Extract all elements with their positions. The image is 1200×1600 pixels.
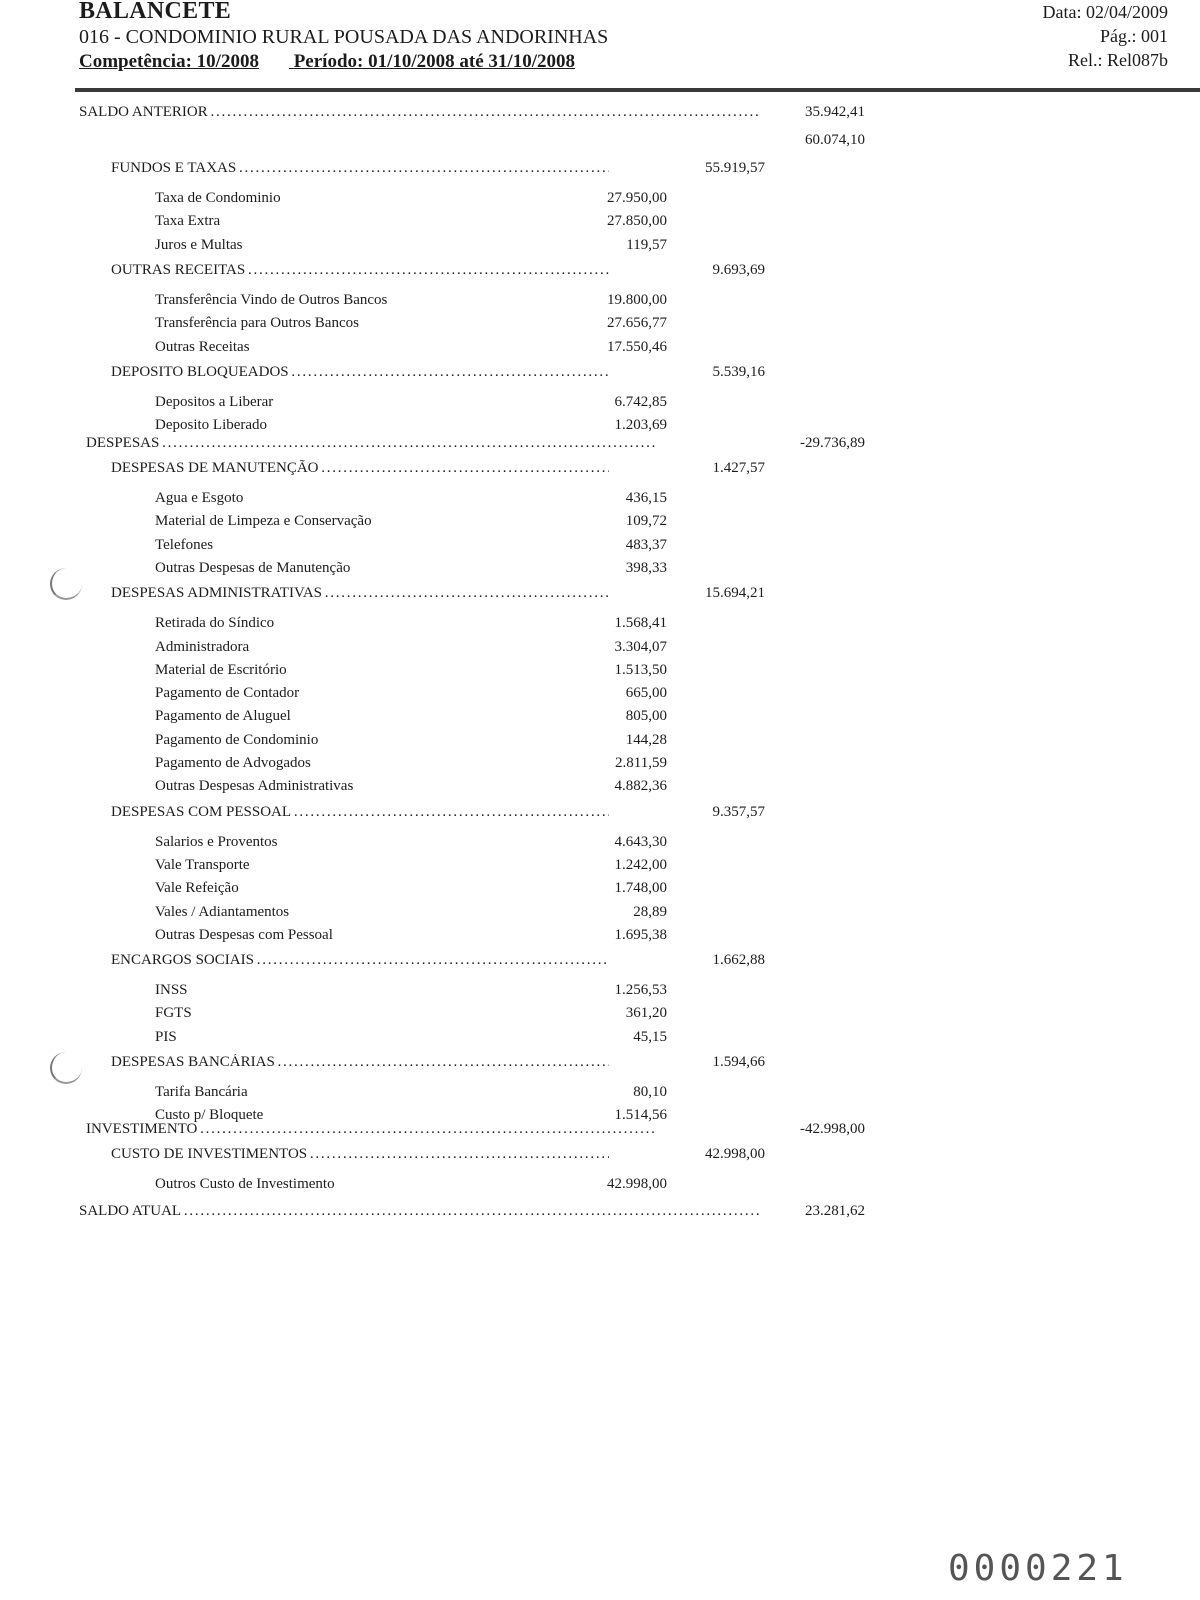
header-divider: [75, 88, 1200, 92]
row-value: 1.695,38: [614, 926, 667, 943]
item-row: [0, 982, 1200, 1004]
group-row: [0, 364, 1200, 386]
company-name: 016 - CONDOMINIO RURAL POUSADA DAS ANDORINHAS: [79, 26, 609, 48]
report-date: Data: 02/04/2009: [1042, 2, 1168, 22]
row-label: Salarios e Proventos: [155, 833, 278, 850]
row-label: Agua e Esgoto: [155, 490, 244, 506]
item-row: [0, 615, 1200, 637]
item-row: [0, 904, 1200, 926]
group-row: [0, 160, 1200, 182]
report-code: Rel.: Rel087b: [1068, 50, 1168, 70]
item-row: [0, 339, 1200, 361]
row-label: DESPESAS . . .: [86, 435, 656, 452]
row-value: 398,33: [625, 559, 667, 576]
item-row: [0, 560, 1200, 582]
item-row: [0, 778, 1200, 800]
row-value: 19.800,00: [607, 291, 667, 308]
punch-hole: [50, 1052, 82, 1084]
row-label: DESPESAS ADMINISTRATIVAS . . .: [111, 585, 609, 602]
row-label: Pagamento de Advogados: [155, 755, 311, 771]
receitas-total-row: [0, 132, 1200, 154]
item-row: [0, 639, 1200, 661]
row-value: 119,57: [626, 236, 667, 253]
row-value: 9.693,69: [712, 261, 765, 278]
row-value: -42.998,00: [800, 1121, 865, 1137]
row-value: 4.882,36: [614, 778, 667, 795]
row-value: 1.427,57: [712, 460, 765, 476]
row-label: Retirada do Síndico: [155, 615, 275, 632]
group-row: [0, 585, 1200, 607]
row-value: 17.550,46: [607, 338, 667, 355]
row-value: 27.850,00: [607, 213, 667, 230]
period-line: [79, 51, 605, 73]
group-row: [0, 952, 1200, 974]
item-row: [0, 190, 1200, 212]
row-label: Material de Escritório: [155, 661, 287, 678]
item-row: [0, 490, 1200, 512]
row-label: PIS: [155, 1028, 177, 1045]
row-value: 42.998,00: [607, 1176, 667, 1192]
item-row: [0, 662, 1200, 684]
row-value: 6.742,85: [614, 393, 667, 410]
row-label: Pagamento de Contador: [155, 685, 300, 702]
item-row: [0, 292, 1200, 314]
item-row: [0, 857, 1200, 879]
row-label: Tarifa Bancária: [155, 1084, 248, 1100]
row-label: Outras Despesas de Manutenção: [155, 559, 351, 576]
row-label: OUTRAS RECEITAS . . .: [111, 262, 609, 279]
row-label: Vale Transporte: [155, 856, 250, 873]
item-row: [0, 732, 1200, 754]
row-value: 27.950,00: [607, 190, 667, 206]
row-label: DEPOSITO BLOQUEADOS . . .: [111, 364, 609, 381]
row-value: 2.811,59: [615, 755, 667, 771]
row-label: Taxa Extra: [155, 213, 221, 230]
punch-hole: [50, 568, 82, 600]
row-label: Deposito Liberado: [155, 417, 268, 434]
row-label: DESPESAS DE MANUTENÇÃO . . .: [111, 460, 609, 477]
investimento-section-row: [0, 1121, 1200, 1143]
row-label: SALDO ATUAL . . .: [79, 1203, 759, 1220]
item-row: [0, 834, 1200, 856]
row-value: 3.304,07: [614, 638, 667, 655]
row-value: 45,15: [633, 1028, 667, 1045]
row-value: 80,10: [633, 1084, 667, 1100]
row-value: 1.514,56: [614, 1107, 667, 1124]
item-row: [0, 1029, 1200, 1051]
row-value: 109,72: [625, 513, 667, 530]
row-value: 28,89: [633, 903, 667, 920]
row-label: Material de Limpeza e Conservação: [155, 513, 372, 530]
row-label: Vales / Adiantamentos: [155, 903, 290, 920]
row-value: 1.594,66: [712, 1054, 765, 1070]
item-row: [0, 394, 1200, 416]
row-value: 27.656,77: [607, 315, 667, 332]
row-value: 15.694,21: [705, 585, 765, 602]
row-value: -29.736,89: [800, 435, 865, 451]
row-value: 1.748,00: [614, 880, 667, 897]
row-label: ENCARGOS SOCIAIS . . .: [111, 952, 609, 969]
item-row: [0, 513, 1200, 535]
row-value: 1.203,69: [614, 417, 667, 434]
page-number: Pág.: 001: [1099, 26, 1168, 46]
group-row: [0, 804, 1200, 826]
row-value: 1.242,00: [614, 856, 667, 873]
item-row: [0, 927, 1200, 949]
row-value: 1.256,53: [614, 982, 667, 999]
saldo-atual-row: [0, 1203, 1200, 1225]
row-value: 9.357,57: [712, 803, 765, 820]
row-label: Outras Despesas Administrativas: [155, 778, 354, 795]
group-row: [0, 262, 1200, 284]
row-value: 805,00: [625, 708, 667, 725]
row-label: Custo p/ Bloquete: [155, 1107, 264, 1124]
row-label: Pagamento de Aluguel: [155, 708, 291, 725]
despesas-section-row: [0, 435, 1200, 457]
group-row: [0, 460, 1200, 482]
row-value: 60.074,10: [805, 132, 865, 148]
document-number-stamp: 0000221: [948, 1548, 1128, 1589]
row-label: Depositos a Liberar: [155, 393, 274, 410]
report-title: BALANCETE: [79, 0, 232, 24]
row-label: INSS: [155, 982, 188, 999]
row-label: Vale Refeição: [155, 880, 239, 897]
competencia: Competência: 10/2008: [79, 51, 259, 72]
row-value: 1.568,41: [614, 615, 667, 632]
row-label: INVESTIMENTO . . .: [86, 1121, 656, 1138]
row-value: 35.942,41: [805, 104, 865, 120]
row-value: 5.539,16: [712, 363, 765, 380]
saldo-anterior-row: [0, 104, 1200, 126]
row-value: 55.919,57: [705, 160, 765, 176]
item-row: [0, 708, 1200, 730]
row-label: Juros e Multas: [155, 236, 243, 253]
row-label: Transferência Vindo de Outros Bancos: [155, 291, 388, 308]
row-value: 1.513,50: [614, 661, 667, 678]
row-value: 42.998,00: [705, 1146, 765, 1162]
row-label: FGTS: [155, 1005, 192, 1022]
row-value: 483,37: [625, 536, 667, 553]
item-row: [0, 213, 1200, 235]
row-label: FUNDOS E TAXAS . . .: [111, 160, 609, 177]
item-row: [0, 537, 1200, 559]
row-value: 4.643,30: [614, 833, 667, 850]
row-label: Outras Despesas com Pessoal: [155, 926, 333, 943]
row-label: Outros Custo de Investimento: [155, 1176, 335, 1192]
periodo: Período: 01/10/2008 até 31/10/2008: [293, 51, 575, 72]
item-row: [0, 880, 1200, 902]
row-label: Outras Receitas: [155, 338, 250, 355]
row-label: Administradora: [155, 638, 250, 655]
item-row: [0, 1176, 1200, 1198]
row-label: SALDO ANTERIOR . . .: [79, 104, 759, 121]
item-row: [0, 237, 1200, 259]
item-row: [0, 1005, 1200, 1027]
group-row: [0, 1054, 1200, 1076]
row-value: 665,00: [625, 685, 667, 702]
item-row: [0, 315, 1200, 337]
row-value: 23.281,62: [805, 1203, 865, 1219]
item-row: [0, 685, 1200, 707]
row-value: 1.662,88: [712, 952, 765, 969]
row-label: Taxa de Condominio: [155, 190, 281, 206]
row-label: DESPESAS BANCÁRIAS . . .: [111, 1054, 609, 1071]
row-label: CUSTO DE INVESTIMENTOS . . .: [111, 1146, 609, 1163]
item-row: [0, 755, 1200, 777]
row-value: 436,15: [625, 490, 667, 506]
row-value: 144,28: [625, 731, 667, 748]
row-value: 361,20: [625, 1005, 667, 1022]
row-label: Pagamento de Condominio: [155, 731, 319, 748]
item-row: [0, 1084, 1200, 1106]
row-label: DESPESAS COM PESSOAL . . .: [111, 804, 609, 821]
row-label: Transferência para Outros Bancos: [155, 315, 359, 332]
group-row: [0, 1146, 1200, 1168]
row-label: Telefones: [155, 536, 214, 553]
